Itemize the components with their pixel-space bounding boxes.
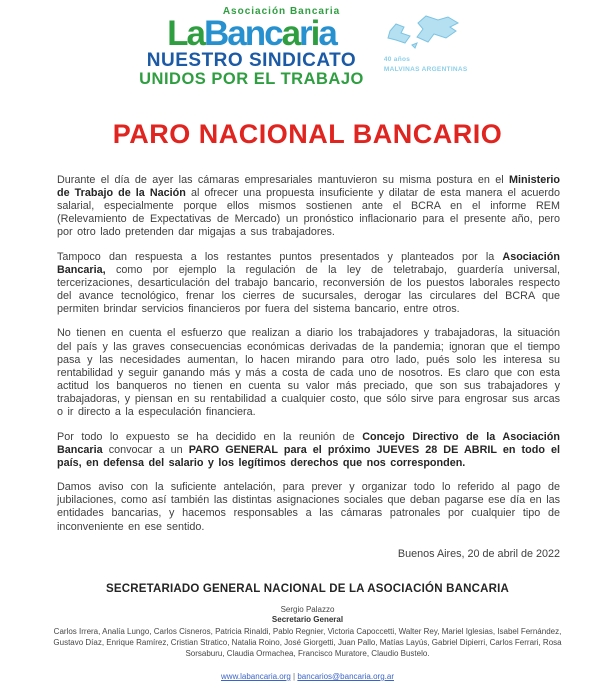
body-paragraph bbox=[57, 251, 560, 317]
union-logo bbox=[139, 7, 364, 88]
brand-letter: a bbox=[318, 14, 336, 53]
logo-tagline: Asociación Bancaria bbox=[222, 6, 341, 17]
leader-block bbox=[0, 605, 615, 625]
text-run: Damos aviso con la suficiente antelación, para prever y organizar todo lo referido al pago de jubilaciones, como así también las distintas asignaciones sociales que deban pagarse ese día en las entidades bancarias, y hacemos responsables a las cámaras patronales por cualquier tipo de inconveniente en ese sentido. bbox=[57, 481, 560, 533]
bold-text-run: Asociación Bancaria, bbox=[57, 250, 560, 276]
secretariat-heading: SECRETARIADO GENERAL NACIONAL DE LA ASOCIACIÓN BANCARIA bbox=[105, 582, 510, 595]
brand-letter: B bbox=[203, 14, 228, 53]
logo-slogan-sindicato: NUESTRO SINDICATO bbox=[146, 50, 357, 72]
malvinas-caption-line1: 40 años bbox=[383, 56, 411, 63]
malvinas-caption-line2: MALVINAS ARGENTINAS bbox=[383, 65, 468, 73]
leader-name: Sergio Palazzo bbox=[280, 604, 335, 614]
text-run: Tampoco dan respuesta a los restantes puntos presentados y planteados por la bbox=[57, 250, 503, 263]
malvinas-islands-icon bbox=[384, 11, 466, 55]
footer-links bbox=[0, 672, 615, 681]
secretariat-members: Carlos Irrera, Analía Lungo, Carlos Cisneros, Patricia Rinaldi, Pablo Regnier, Victoria Capoccetti, Walter Rey, Mariel Iglesias, Isabel Fernández, Gustavo Díaz, Enrique Ramírez, Cristian Stratico, Natalia Roino, José Giorgetti, Juan Pallo, Matías Layús, Gabriel Dipierri, Carlos Ferrari, Rosa Sorsaburu, Claudia Ormachea, Francisco Muratore, Claudio Bustelo. bbox=[53, 626, 562, 658]
brand-letter: n bbox=[244, 14, 265, 53]
brand-letter: a bbox=[227, 14, 245, 53]
bold-text-run: Ministerio de Trabajo de la Nación bbox=[57, 173, 560, 199]
body-paragraph bbox=[57, 481, 560, 534]
logo-slogan-trabajo: UNIDOS POR EL TRABAJO bbox=[139, 70, 364, 89]
bold-text-run: PARO GENERAL para el próximo JUEVES 28 DE ABRIL en todo el país, en defensa del salario y los legítimos derechos que nos corresponden. bbox=[57, 443, 560, 469]
logo-brand-labancaria bbox=[139, 14, 364, 53]
text-run: No tienen en cuenta el esfuerzo que realizan a diario los trabajadores y trabajadoras, la situación del país y las graves consecuencias económicas derivadas de la pandemia; ignoran que el tiempo pasa y las necesidades aumentan, lo hacen mirando para otro lado, pués solo les interesa su rentabilidad y seguir ganando más y más a costa de cada uno de nosotros. Es claro que con esta actitud los banqueros no tienen en cuenta su valor más preciado, que son sus trabajadores y trabajadoras, y piensan en su rentabilidad a cualquier costo, que sólo sirve para engrosar sus arcas o ir directo a la especulación financiera. bbox=[57, 327, 560, 419]
body-paragraph bbox=[57, 327, 560, 419]
footer-link[interactable]: bancarios@bancaria.org.ar bbox=[297, 671, 394, 681]
link-separator: | bbox=[290, 671, 298, 681]
brand-letter: L bbox=[167, 14, 187, 53]
bold-text-run: Concejo Directivo de la Asociación Bancaria bbox=[57, 430, 560, 456]
union-letterhead bbox=[0, 0, 615, 88]
document-body bbox=[57, 174, 560, 534]
brand-letter: a bbox=[281, 14, 300, 53]
malvinas-caption bbox=[384, 55, 476, 75]
text-run: Durante el día de ayer las cámaras empresariales mantuvieron su misma postura en el bbox=[57, 173, 509, 186]
dateline: Buenos Aires, 20 de abril de 2022 bbox=[397, 547, 560, 560]
footer-link[interactable]: www.labancaria.org bbox=[221, 671, 291, 681]
document-title: PARO NACIONAL BANCARIO bbox=[112, 118, 503, 149]
leader-title: Secretario General bbox=[271, 614, 344, 624]
malvinas-emblem bbox=[384, 7, 476, 75]
body-paragraph bbox=[57, 174, 560, 240]
text-run: Por todo lo expuesto se ha decidido en la reunión de bbox=[57, 430, 363, 443]
text-run: convocar a un bbox=[102, 443, 189, 456]
text-run: como por ejemplo la regulación de la ley de teletrabajo, guardería universal, tercerizaciones, desarticulación del trabajo bancario, reconversión de los puestos laborales respecto del avance tecnológico, frenar los cierres de sucursales, derogar las circulares del BCRA que permiten brindar servicios financieros por fuera del sistema bancario, entre otros. bbox=[57, 263, 560, 316]
text-run: al ofrecer una propuesta insuficiente y dilatar de esta manera el acuerdo salarial, especialmente porque ellos mismos sostienen ante el BCRA en el informe REM (Relevamiento de Expectativas de Mercado) un pronóstico inflacionario para el presente año, pero por otro lado pretenden dar migajas a sus trabajadores. bbox=[57, 186, 560, 239]
brand-letter: i bbox=[310, 14, 319, 53]
body-paragraph bbox=[57, 431, 560, 471]
brand-letter: a bbox=[186, 14, 204, 53]
brand-letter: r bbox=[299, 14, 311, 53]
brand-letter: c bbox=[264, 14, 282, 53]
